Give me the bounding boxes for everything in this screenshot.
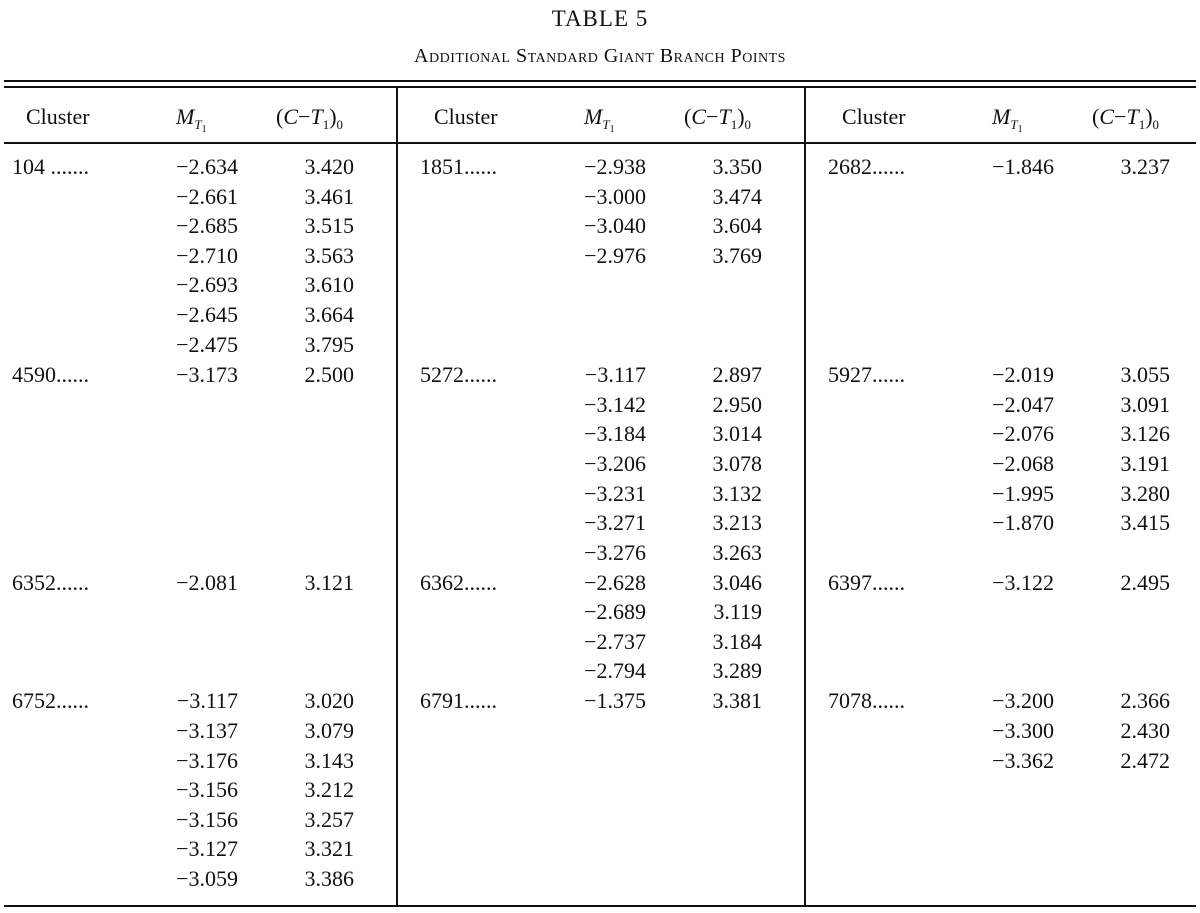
color-value: 3.020 bbox=[304, 688, 354, 714]
cluster-label: 104 ....... bbox=[12, 154, 89, 179]
color-value: 3.212 bbox=[304, 777, 354, 803]
color-value: 2.430 bbox=[1120, 718, 1170, 743]
magnitude-value: −3.137 bbox=[176, 718, 238, 743]
magnitude-value: −2.693 bbox=[176, 272, 238, 298]
header-color-2: $(C-T_1)_0$ bbox=[684, 104, 752, 132]
color-value: 3.381 bbox=[712, 688, 762, 714]
header-rule bbox=[4, 142, 1196, 144]
magnitude-value: −3.000 bbox=[584, 183, 646, 209]
magnitude-value: −3.117 bbox=[584, 362, 646, 388]
color-value: 3.386 bbox=[304, 866, 354, 891]
header-cluster-1: Cluster bbox=[26, 104, 90, 129]
color-value: 2.495 bbox=[1120, 569, 1170, 595]
bottom-rule bbox=[4, 905, 1196, 907]
magnitude-value: −2.689 bbox=[584, 599, 646, 625]
color-value: 3.769 bbox=[712, 242, 762, 268]
column-divider-1 bbox=[396, 88, 398, 905]
color-value: 2.897 bbox=[712, 362, 762, 388]
magnitude-value: −2.019 bbox=[992, 362, 1054, 388]
color-value: 3.237 bbox=[1120, 154, 1170, 179]
color-value: 2.950 bbox=[712, 391, 762, 417]
magnitude-value: −2.068 bbox=[992, 451, 1054, 476]
magnitude-value: −3.200 bbox=[992, 688, 1054, 714]
magnitude-value: −3.362 bbox=[992, 747, 1054, 773]
color-value: 3.213 bbox=[712, 510, 762, 536]
header-magnitude-2: $M_{T_1}$ bbox=[584, 104, 615, 135]
color-value: 3.563 bbox=[304, 242, 354, 268]
magnitude-value: −2.634 bbox=[176, 154, 238, 179]
color-value: 3.046 bbox=[712, 569, 762, 595]
magnitude-value: −3.040 bbox=[584, 213, 646, 239]
magnitude-value: −1.995 bbox=[992, 480, 1054, 506]
table-subtitle: Additional Standard Giant Branch Points bbox=[414, 45, 786, 67]
magnitude-value: −2.047 bbox=[992, 391, 1054, 417]
cluster-label: 6397...... bbox=[828, 569, 905, 595]
magnitude-value: −3.117 bbox=[176, 688, 238, 714]
cluster-label: 1851...... bbox=[420, 154, 497, 179]
cluster-label: 6352...... bbox=[12, 569, 89, 595]
column-divider-2 bbox=[804, 88, 806, 905]
header-cluster-2: Cluster bbox=[434, 104, 498, 129]
color-value: 3.191 bbox=[1120, 451, 1170, 476]
magnitude-value: −2.645 bbox=[176, 302, 238, 327]
color-value: 3.132 bbox=[712, 480, 762, 506]
color-value: 3.461 bbox=[304, 183, 354, 209]
magnitude-value: −3.156 bbox=[176, 777, 238, 803]
magnitude-value: −2.076 bbox=[992, 421, 1054, 447]
table-title: TABLE 5 bbox=[551, 6, 649, 31]
color-value: 3.664 bbox=[304, 302, 354, 327]
magnitude-value: −2.081 bbox=[176, 569, 238, 595]
magnitude-value: −3.059 bbox=[176, 866, 238, 891]
cluster-label: 2682...... bbox=[828, 154, 905, 179]
cluster-label: 4590...... bbox=[12, 362, 89, 388]
magnitude-value: −3.276 bbox=[584, 539, 646, 565]
magnitude-value: −1.375 bbox=[584, 688, 646, 714]
color-value: 3.415 bbox=[1120, 510, 1170, 536]
magnitude-value: −2.938 bbox=[584, 154, 646, 179]
color-value: 3.121 bbox=[304, 569, 354, 595]
magnitude-value: −3.271 bbox=[584, 510, 646, 536]
magnitude-value: −2.710 bbox=[176, 242, 238, 268]
magnitude-value: −1.846 bbox=[992, 154, 1054, 179]
magnitude-value: −3.173 bbox=[176, 362, 238, 388]
cluster-label: 7078...... bbox=[828, 688, 905, 714]
color-value: 3.091 bbox=[1120, 391, 1170, 417]
color-value: 3.055 bbox=[1120, 362, 1170, 388]
color-value: 3.263 bbox=[712, 539, 762, 565]
magnitude-value: −3.122 bbox=[992, 569, 1054, 595]
color-value: 3.184 bbox=[712, 628, 762, 654]
color-value: 3.119 bbox=[713, 599, 762, 625]
magnitude-value: −3.184 bbox=[584, 421, 646, 447]
magnitude-value: −3.156 bbox=[176, 806, 238, 832]
cluster-label: 6362...... bbox=[420, 569, 497, 595]
cluster-label: 5927...... bbox=[828, 362, 905, 388]
header-magnitude-3: $M_{T_1}$ bbox=[992, 104, 1023, 135]
color-value: 3.474 bbox=[712, 183, 762, 209]
color-value: 3.078 bbox=[712, 451, 762, 476]
cluster-label: 5272...... bbox=[420, 362, 497, 388]
magnitude-value: −2.976 bbox=[584, 242, 646, 268]
magnitude-value: −3.176 bbox=[176, 747, 238, 773]
color-value: 3.610 bbox=[304, 272, 354, 298]
cluster-label: 6791...... bbox=[420, 688, 497, 714]
color-value: 3.321 bbox=[304, 836, 354, 862]
magnitude-value: −3.127 bbox=[176, 836, 238, 862]
magnitude-value: −3.206 bbox=[584, 451, 646, 476]
color-value: 3.079 bbox=[304, 718, 354, 743]
color-value: 2.500 bbox=[304, 362, 354, 388]
header-magnitude-1: $M_{T_1}$ bbox=[176, 104, 207, 135]
color-value: 3.126 bbox=[1120, 421, 1170, 447]
color-value: 3.289 bbox=[712, 658, 762, 684]
magnitude-value: −3.142 bbox=[584, 391, 646, 417]
color-value: 3.014 bbox=[712, 421, 762, 447]
magnitude-value: −2.794 bbox=[584, 658, 646, 684]
magnitude-value: −2.628 bbox=[584, 569, 646, 595]
magnitude-value: −1.870 bbox=[992, 510, 1054, 536]
magnitude-value: −3.231 bbox=[584, 480, 646, 506]
header-color-3: $(C-T_1)_0$ bbox=[1092, 104, 1160, 132]
color-value: 3.350 bbox=[712, 154, 762, 179]
header-color-1: $(C-T_1)_0$ bbox=[276, 104, 344, 132]
top-rule-thin bbox=[4, 86, 1196, 88]
color-value: 3.143 bbox=[304, 747, 354, 773]
color-value: 3.795 bbox=[304, 331, 354, 357]
top-rule-thick bbox=[4, 80, 1196, 82]
magnitude-value: −3.300 bbox=[992, 718, 1054, 743]
magnitude-value: −2.475 bbox=[176, 331, 238, 357]
color-value: 3.604 bbox=[712, 213, 762, 239]
color-value: 3.420 bbox=[304, 154, 354, 179]
magnitude-value: −2.685 bbox=[176, 213, 238, 239]
color-value: 2.472 bbox=[1120, 747, 1170, 773]
color-value: 3.280 bbox=[1120, 480, 1170, 506]
cluster-label: 6752...... bbox=[12, 688, 89, 714]
color-value: 3.515 bbox=[304, 213, 354, 239]
color-value: 3.257 bbox=[304, 806, 354, 832]
magnitude-value: −2.737 bbox=[584, 628, 646, 654]
color-value: 2.366 bbox=[1120, 688, 1170, 714]
magnitude-value: −2.661 bbox=[176, 183, 238, 209]
header-cluster-3: Cluster bbox=[842, 104, 906, 129]
